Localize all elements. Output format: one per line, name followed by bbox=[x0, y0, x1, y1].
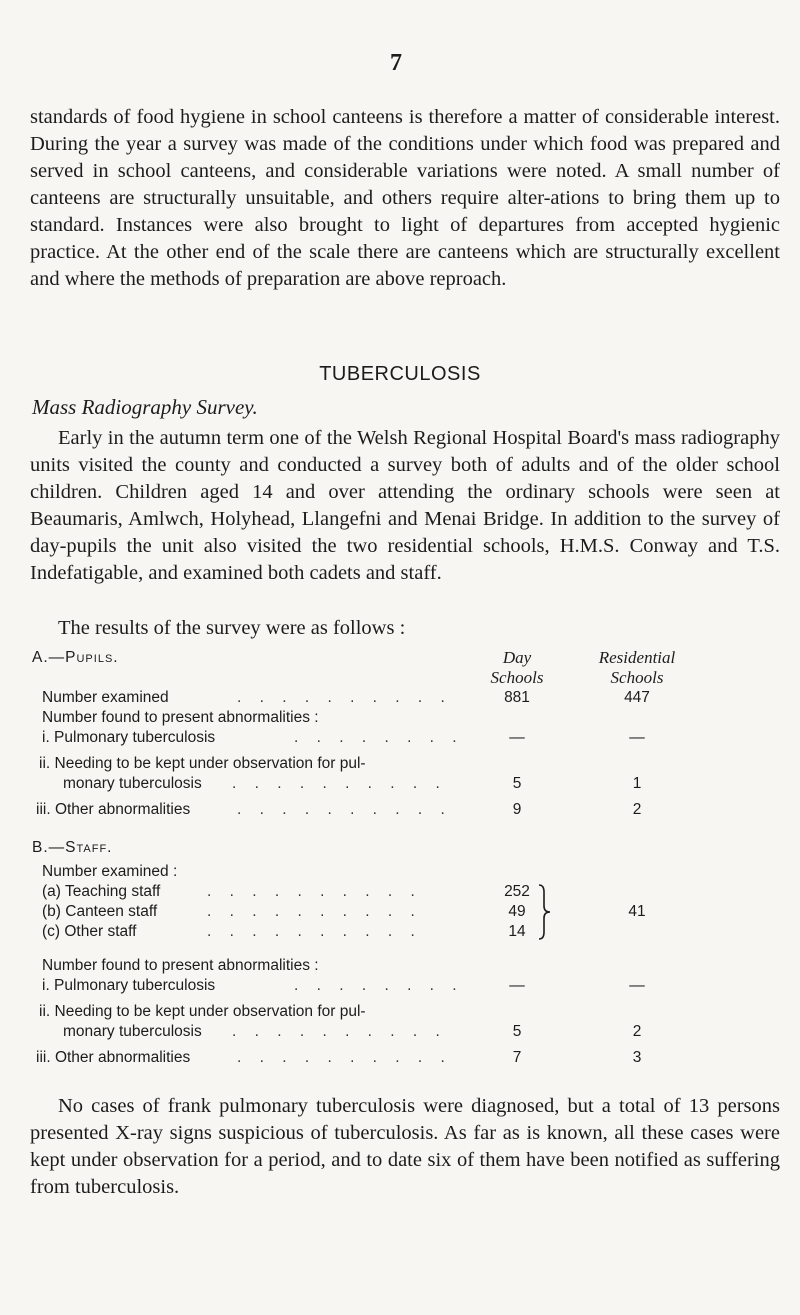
survey-paragraph: Early in the autumn term one of the Welsh Regional Hospital Board's mass radiography units visited the county and conducted a survey both of adults and of the older school children. Children aged 14 and over attending the ordinary schools were seen at Beaumaris, Amlwch, Holyhead, Llangefni and Menai Bridge. In addition to the survey of day-pupils the unit also visited the two residential schools, H.M.S. Conway and T.S. Indefatigable, and examined both cadets and staff. bbox=[30, 427, 780, 584]
row-label: Number examined : bbox=[42, 863, 178, 880]
col-residential-heading-2: Schools bbox=[610, 668, 664, 687]
table-row: i. Pulmonary tuberculosis . . . . . . . . — — bbox=[32, 976, 692, 996]
table-row: iii. Other abnormalities . . . . . . . . . . 9 2 bbox=[32, 800, 692, 820]
cell-value: 252 bbox=[504, 883, 530, 900]
results-intro: The results of the survey were as follows : bbox=[58, 617, 406, 639]
cell-value: 9 bbox=[512, 801, 522, 818]
row-label: (a) Teaching staff bbox=[42, 883, 161, 900]
cell-value: 5 bbox=[512, 775, 522, 792]
row-label: Number found to present abnormalities : bbox=[42, 709, 319, 726]
page-number: 7 bbox=[390, 50, 402, 76]
staff-examined-group bbox=[32, 882, 692, 942]
row-label: (b) Canteen staff bbox=[42, 903, 158, 920]
table-row: monary tuberculosis . . . . . . . . . . 5 1 bbox=[32, 774, 692, 794]
table-row: iii. Other abnormalities . . . . . . . . . . 7 3 bbox=[32, 1048, 692, 1068]
pupils-title: A.—Pupils. bbox=[32, 649, 119, 666]
table-row: (c) Other staff . . . . . . . . . . 14 bbox=[32, 922, 692, 942]
cell-value: — bbox=[629, 977, 645, 994]
closing-paragraph: No cases of frank pulmonary tuberculosis were diagnosed, but a total of 13 persons presented X-ray signs suspicious of tuberculosis. As far as is known, all these cases were kept under observation for a period, and to date six of them have been notified as suffering from tuberculosis. bbox=[30, 1095, 780, 1198]
table-row: (a) Teaching staff . . . . . . . . . . 252 bbox=[32, 882, 692, 902]
cell-value: 447 bbox=[624, 689, 650, 706]
row-label: ii. Needing to be kept under observation for pul- bbox=[39, 755, 366, 772]
row-label: iii. Other abnormalities bbox=[36, 801, 191, 818]
table-row bbox=[32, 956, 692, 976]
section-heading: TUBERCULOSIS bbox=[319, 363, 481, 385]
subheading: Mass Radiography Survey. bbox=[32, 395, 258, 419]
cell-value: 881 bbox=[504, 689, 530, 706]
row-label: i. Pulmonary tuberculosis bbox=[42, 729, 216, 746]
cell-value: — bbox=[509, 729, 525, 746]
cell-value: 2 bbox=[632, 801, 642, 818]
table-row bbox=[32, 754, 692, 774]
table-row: i. Pulmonary tuberculosis . . . . . . . . — — bbox=[32, 728, 692, 748]
staff-title: B.—Staff. bbox=[32, 839, 113, 856]
col-day-heading-1: Day bbox=[502, 648, 532, 667]
table-row bbox=[32, 1002, 692, 1022]
table-row: Number examined . . . . . . . . . . 881 447 bbox=[32, 688, 692, 708]
row-label: (c) Other staff bbox=[42, 923, 137, 940]
table-row bbox=[32, 862, 692, 882]
cell-value: 7 bbox=[512, 1049, 522, 1066]
cell-value: — bbox=[629, 729, 645, 746]
cell-value: 41 bbox=[628, 903, 646, 920]
row-label: Number examined bbox=[42, 689, 169, 706]
right-brace-icon bbox=[537, 882, 553, 942]
row-label: monary tuberculosis bbox=[63, 1023, 202, 1040]
cell-value: — bbox=[509, 977, 525, 994]
row-label: iii. Other abnormalities bbox=[36, 1049, 191, 1066]
intro-paragraph: standards of food hygiene in school canteens is therefore a matter of considerable interest. During the year a survey was made of the conditions under which food was prepared and served in school canteens, and considerable variations were noted. A small number of canteens are structurally unsuitable, and others require alter-ations to bring them up to standard. Instances were also brought to light of departures from accepted hygienic practice. At the other end of the scale there are canteens which are structurally excellent and where the methods of preparation are above reproach. bbox=[30, 106, 780, 290]
cell-value: 1 bbox=[632, 775, 642, 792]
table-header-row bbox=[32, 668, 692, 688]
col-residential-heading-1: Residential bbox=[598, 648, 676, 667]
table-row bbox=[32, 838, 692, 858]
cell-value: 5 bbox=[512, 1023, 522, 1040]
col-day-heading-2: Schools bbox=[490, 668, 544, 687]
cell-value: 49 bbox=[508, 903, 526, 920]
row-label: monary tuberculosis bbox=[63, 775, 202, 792]
cell-value: 3 bbox=[632, 1049, 642, 1066]
row-label: ii. Needing to be kept under observation for pul- bbox=[39, 1003, 366, 1020]
cell-value: 14 bbox=[508, 923, 526, 940]
row-label: Number found to present abnormalities : bbox=[42, 957, 319, 974]
table-row bbox=[32, 708, 692, 728]
table-row: (b) Canteen staff . . . . . . . . . . 49 bbox=[32, 902, 692, 922]
table-row: monary tuberculosis . . . . . . . . . . 5 2 bbox=[32, 1022, 692, 1042]
row-label: i. Pulmonary tuberculosis bbox=[42, 977, 216, 994]
cell-value: 2 bbox=[632, 1023, 642, 1040]
table-header-row bbox=[32, 648, 692, 668]
results-table bbox=[32, 648, 692, 1068]
